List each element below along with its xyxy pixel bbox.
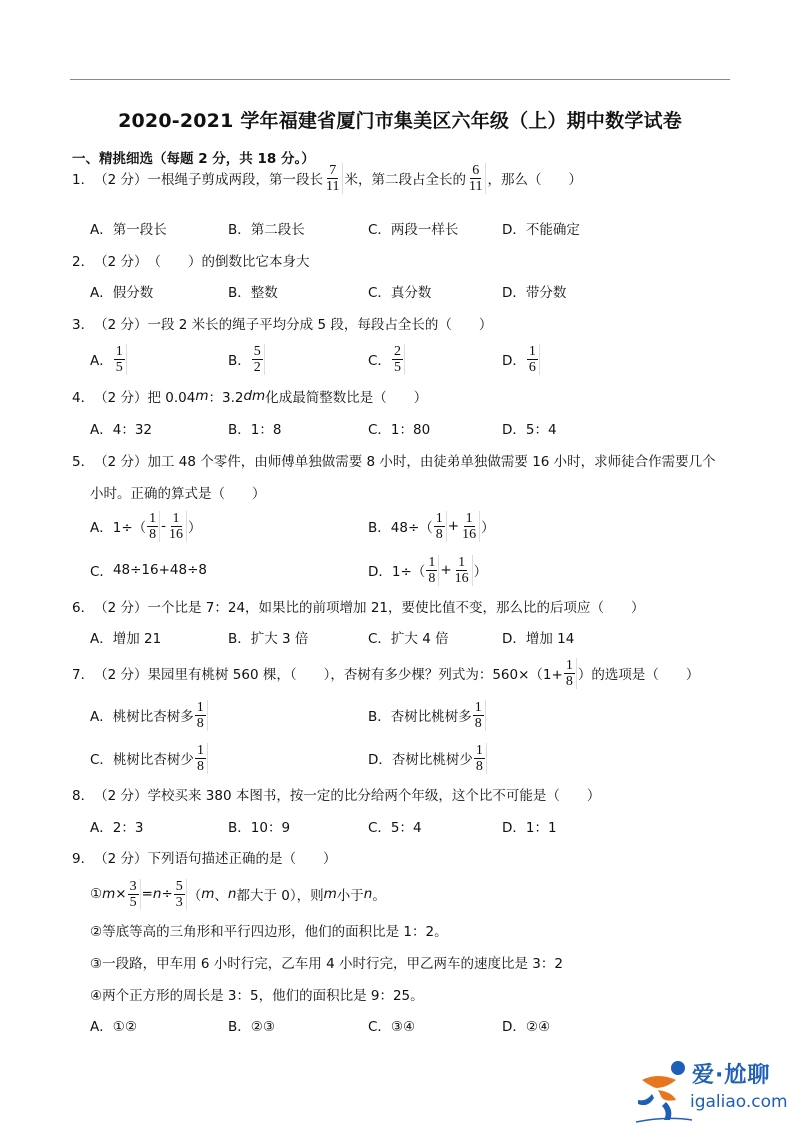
- option-d[interactable]: D．1：1: [502, 820, 557, 836]
- question-6: 6． （2 分） 一个比是 7：24，如果比的前项增加 21，要使比值不变，那么比的后项应（ ）: [72, 600, 645, 616]
- option-d[interactable]: D．带分数: [502, 285, 567, 301]
- option-c[interactable]: C．1：80: [368, 422, 431, 438]
- option-a[interactable]: A．2：3: [90, 820, 144, 836]
- option-b[interactable]: B．扩大 3 倍: [228, 631, 309, 647]
- option-a[interactable]: A． $\frac{1}{5}$: [90, 342, 128, 376]
- option-a[interactable]: A．第一段长: [90, 222, 167, 238]
- question-9: 9． （2 分） 下列语句描述正确的是（ ）: [72, 851, 337, 867]
- statement-4: ④两个正方形的周长是 3：5，他们的面积比是 9：25。: [90, 988, 424, 1004]
- option-a[interactable]: A． 桃树比杏树多 $\frac{1}{8}$: [90, 697, 209, 733]
- section-heading: 一、精挑细选（每题 2 分，共 18 分。）: [72, 151, 315, 167]
- statement-2: ②等底等高的三角形和平行四边形，他们的面积比是 1：2。: [90, 924, 448, 940]
- option-b[interactable]: B．第二段长: [228, 222, 305, 238]
- option-c[interactable]: C．③④: [368, 1019, 416, 1035]
- option-a[interactable]: A．4：32: [90, 422, 153, 438]
- question-5: 5． （2 分） 加工 48 个零件，由师傅单独做需要 8 小时，由徒弟单独做需要 16 小时，求师徒合作需要几个: [72, 454, 716, 470]
- option-b[interactable]: B．②③: [228, 1019, 275, 1035]
- option-d[interactable]: D． $\frac{1}{6}$: [502, 342, 541, 376]
- option-a[interactable]: A．假分数: [90, 285, 154, 301]
- option-c[interactable]: C．5：4: [368, 820, 422, 836]
- question-3: 3． （2 分） 一段 2 米长的绳子平均分成 5 段，每段占全长的（ ）: [72, 317, 493, 333]
- watermark-logo: [636, 1058, 796, 1124]
- runner-icon: [636, 1058, 692, 1124]
- option-c[interactable]: C．两段一样长: [368, 222, 459, 238]
- watermark-cn: 爱·尬聊: [692, 1063, 771, 1088]
- option-a[interactable]: A．①②: [90, 1019, 137, 1035]
- option-d[interactable]: D．5：4: [502, 422, 557, 438]
- option-d[interactable]: D．增加 14: [502, 631, 575, 647]
- option-b[interactable]: B． $\frac{5}{2}$: [228, 342, 266, 376]
- question-1: 1． （2 分） 一根绳子剪成两段，第一段长 $\frac{7}{11}$ 米，第二段占全长的 $\frac{6}{11}$ ，那么（ ）: [72, 162, 582, 194]
- option-d[interactable]: D．不能确定: [502, 222, 580, 238]
- option-c[interactable]: C．扩大 4 倍: [368, 631, 449, 647]
- option-c[interactable]: C． 48÷16+48÷8: [90, 562, 207, 580]
- question-5-continued: 小时。正确的算式是（ ）: [90, 486, 266, 502]
- option-a[interactable]: A． 1÷（ $\frac{1}{8}$ - $\frac{1}{16}$ ）: [90, 510, 202, 542]
- fraction: $\frac{7}{11}$: [324, 163, 343, 194]
- option-b[interactable]: B．10：9: [228, 820, 291, 836]
- option-b[interactable]: B．整数: [228, 285, 278, 301]
- page-title: 2020-2021 学年福建省厦门市集美区六年级（上）期中数学试卷: [118, 110, 682, 132]
- option-d[interactable]: D． 杏树比桃树少 $\frac{1}{8}$: [368, 740, 488, 776]
- question-2: 2． （2 分） （ ）的倒数比它本身大: [72, 254, 310, 270]
- option-b[interactable]: B．1：8: [228, 422, 282, 438]
- question-8: 8． （2 分） 学校买来 380 本图书，按一定的比分给两个年级，这个比不可能是（ ）: [72, 788, 601, 804]
- option-c[interactable]: C． 桃树比杏树少 $\frac{1}{8}$: [90, 740, 209, 776]
- watermark-url: igaliao.com: [690, 1092, 788, 1112]
- statement-1: ① m × $\frac{3}{5}$ = n ÷ $\frac{5}{3}$ （ m 、 n 都大于 0），则 m 小于 n 。: [90, 878, 386, 910]
- option-d[interactable]: D． 1÷（ $\frac{1}{8}$ + $\frac{1}{16}$ ）: [368, 554, 488, 586]
- statement-3: ③一段路，甲车用 6 小时行完，乙车用 4 小时行完，甲乙两车的速度比是 3：2: [90, 956, 563, 972]
- header-rule: [70, 79, 730, 80]
- option-d[interactable]: D．②④: [502, 1019, 551, 1035]
- option-b[interactable]: B． 48÷（ $\frac{1}{8}$ + $\frac{1}{16}$ ）: [368, 510, 495, 542]
- option-b[interactable]: B． 杏树比桃树多 $\frac{1}{8}$: [368, 697, 487, 733]
- question-7: 7． （2 分） 果园里有桃树 560 棵，（ ），杏树有多少棵？列式为：560×（1+ $\frac{1}{8}$ ）的选项是（ ）: [72, 657, 700, 689]
- fraction: $\frac{6}{11}$: [467, 163, 486, 194]
- option-a[interactable]: A．增加 21: [90, 631, 162, 647]
- option-c[interactable]: C． $\frac{2}{5}$: [368, 342, 406, 376]
- question-4: 4． （2 分） 把 0.04 m ：3.2 dm 化成最简整数比是（ ）: [72, 388, 428, 406]
- option-c[interactable]: C．真分数: [368, 285, 432, 301]
